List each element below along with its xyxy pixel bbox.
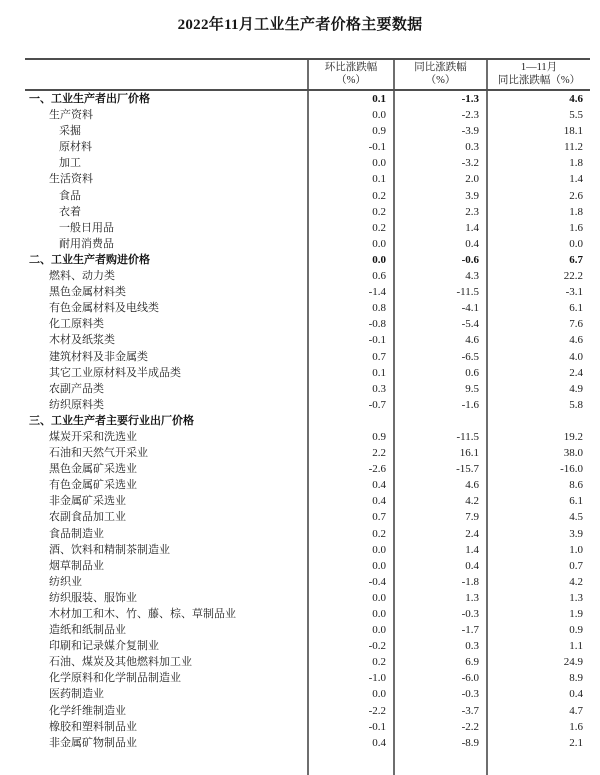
table-row [25,526,590,542]
row-label: 二、工业生产者购进价格 [29,253,150,266]
row-label: 化工原料类 [49,318,104,331]
row-label: 燃料、动力类 [49,270,115,283]
yoy-value: 0.6 [393,365,486,381]
header-cell-mom [307,60,393,89]
header-cell-empty [25,60,307,89]
table-row [25,268,590,284]
mom-value: 0.2 [307,204,393,220]
yoy-value: 0.3 [393,139,486,155]
row-label: 衣着 [59,205,81,218]
table-row [25,574,590,590]
mom-value: -0.4 [307,574,393,590]
header-cell-yoy [393,60,486,89]
yoy-value: 2.0 [393,171,486,187]
mom-value: 0.1 [307,171,393,187]
mom-value: 0.0 [307,606,393,622]
ytd-value: 6.7 [486,252,590,268]
header-mom-line1: 环比涨跌幅 [324,62,378,73]
table-row [25,236,590,252]
row-label: 石油和天然气开采业 [49,447,148,460]
row-label: 木材及纸浆类 [49,334,115,347]
ytd-value: 4.6 [486,332,590,348]
mom-value: 0.1 [307,91,393,107]
table-row [25,703,590,719]
table-row [25,397,590,413]
mom-value: 0.0 [307,542,393,558]
ytd-value: 4.9 [486,381,590,397]
mom-value: 0.4 [307,477,393,493]
ytd-value: 6.1 [486,300,590,316]
ytd-value: 24.9 [486,654,590,670]
table-row [25,429,590,445]
ytd-value: 19.2 [486,429,590,445]
ytd-value: 4.0 [486,349,590,365]
row-label: 非金属矿采选业 [49,495,126,508]
mom-value: 0.0 [307,686,393,702]
row-label: 生产资料 [49,109,93,122]
row-label: 烟草制品业 [49,559,104,572]
table-row [25,107,590,123]
table-row [25,686,590,702]
mom-value [307,751,393,775]
table-row [25,590,590,606]
table-row [25,493,590,509]
mom-value: 0.8 [307,300,393,316]
table-row [25,606,590,622]
table-row [25,622,590,638]
table-row [25,300,590,316]
mom-value: 0.7 [307,509,393,525]
mom-value: 0.0 [307,590,393,606]
mom-value [307,413,393,429]
table-row [25,477,590,493]
yoy-value: 1.4 [393,542,486,558]
yoy-value: 3.9 [393,188,486,204]
yoy-value: 16.1 [393,445,486,461]
row-label: 印刷和记录媒介复制业 [49,640,159,653]
yoy-value: -0.3 [393,686,486,702]
row-label: 纺织业 [49,575,82,588]
mom-value: -0.1 [307,139,393,155]
yoy-value: 4.2 [393,493,486,509]
ytd-value: 7.6 [486,316,590,332]
mom-value: 0.2 [307,220,393,236]
row-label: 其它工业原材料及半成品类 [49,366,181,379]
table-row [25,670,590,686]
row-label: 煤炭开采和洗选业 [49,430,137,443]
ytd-value: -3.1 [486,284,590,300]
header-yoy-line2: （%） [425,74,456,86]
yoy-value: -6.5 [393,349,486,365]
mom-value: -1.0 [307,670,393,686]
row-label: 建筑材料及非金属类 [49,350,148,363]
row-label: 纺织原料类 [49,398,104,411]
row-label: 黑色金属矿采选业 [49,463,137,476]
ytd-value: 8.6 [486,477,590,493]
yoy-value: -0.3 [393,606,486,622]
ytd-value: 3.9 [486,526,590,542]
header-cell-ytd [486,60,590,89]
yoy-value: -0.6 [393,252,486,268]
mom-value: -0.7 [307,397,393,413]
yoy-value: 4.6 [393,477,486,493]
table-body [25,91,590,775]
mom-value: -0.1 [307,719,393,735]
header-ytd-line2: 同比涨跌幅（%） [497,74,581,86]
ytd-value: 6.1 [486,493,590,509]
ytd-value: 1.6 [486,220,590,236]
yoy-value: 6.9 [393,654,486,670]
mom-value: 0.2 [307,188,393,204]
mom-value: -2.2 [307,703,393,719]
row-label: 黑色金属材料类 [49,286,126,299]
header-mom-line2: （%） [336,74,366,86]
table-row [25,220,590,236]
row-label: 加工 [59,157,81,170]
row-label: 采掘 [59,125,81,138]
mom-value: 0.4 [307,493,393,509]
ytd-value: 0.0 [486,236,590,252]
yoy-value: 0.4 [393,236,486,252]
ytd-value: 1.3 [486,590,590,606]
yoy-value: -3.7 [393,703,486,719]
ytd-value: 5.8 [486,397,590,413]
yoy-value: -11.5 [393,284,486,300]
ytd-value: 0.7 [486,558,590,574]
row-label: 农副产品类 [49,382,104,395]
yoy-value: 7.9 [393,509,486,525]
mom-value: 0.7 [307,349,393,365]
yoy-value: -3.9 [393,123,486,139]
yoy-value: 4.6 [393,332,486,348]
ytd-value: 2.6 [486,188,590,204]
row-label: 石油、煤炭及其他燃料加工业 [49,656,192,669]
ytd-value: 11.2 [486,139,590,155]
row-label: 一、工业生产者出厂价格 [29,93,150,105]
mom-value: 0.1 [307,365,393,381]
mom-value: 0.0 [307,155,393,171]
row-label: 食品 [59,189,81,202]
row-label: 有色金属矿采选业 [49,479,137,492]
table-row [25,123,590,139]
row-label [25,751,307,775]
row-label: 造纸和纸制品业 [49,624,126,637]
mom-value: 0.0 [307,107,393,123]
yoy-value: -5.4 [393,316,486,332]
row-label: 食品制造业 [49,527,104,540]
yoy-value: -8.9 [393,735,486,751]
header-ytd-line1: 1—11月 [520,62,558,73]
yoy-value: -1.7 [393,622,486,638]
table-row [25,542,590,558]
yoy-value: -3.2 [393,155,486,171]
ytd-value: 4.6 [486,91,590,107]
ytd-value: 4.7 [486,703,590,719]
yoy-value: -2.2 [393,719,486,735]
ytd-value: 4.5 [486,509,590,525]
ytd-value: 8.9 [486,670,590,686]
ytd-value: 22.2 [486,268,590,284]
table-row [25,719,590,735]
ytd-value: 5.5 [486,107,590,123]
row-label: 医药制造业 [49,688,104,701]
yoy-value: -6.0 [393,670,486,686]
yoy-value: 2.4 [393,526,486,542]
mom-value: 0.0 [307,558,393,574]
table-row [25,252,590,268]
ytd-value: 1.1 [486,638,590,654]
ytd-value: -16.0 [486,461,590,477]
row-label: 纺织服装、服饰业 [49,591,137,604]
mom-value: 0.2 [307,654,393,670]
table-row [25,204,590,220]
row-label: 木材加工和木、竹、藤、棕、草制品业 [49,608,236,620]
table-row [25,751,590,775]
page-title: 2022年11月工业生产者价格主要数据 [177,17,423,33]
ytd-value: 1.4 [486,171,590,187]
mom-value: -1.4 [307,284,393,300]
mom-value: 0.3 [307,381,393,397]
table-row [25,735,590,751]
mom-value: -0.2 [307,638,393,654]
ytd-value: 2.4 [486,365,590,381]
row-label: 化学纤维制造业 [49,704,126,717]
table-row [25,365,590,381]
mom-value: 0.9 [307,123,393,139]
row-label: 有色金属材料及电线类 [49,302,159,315]
mom-value: 0.4 [307,735,393,751]
table-header-row [25,58,590,91]
row-label: 橡胶和塑料制品业 [49,720,137,733]
table-row [25,381,590,397]
ytd-value [486,413,590,429]
mom-value: 0.9 [307,429,393,445]
yoy-value: 9.5 [393,381,486,397]
table-row [25,509,590,525]
row-label: 农副食品加工业 [49,511,126,524]
ytd-value: 1.8 [486,204,590,220]
ytd-value: 2.1 [486,735,590,751]
mom-value: 0.0 [307,252,393,268]
yoy-value: 2.3 [393,204,486,220]
ytd-value: 38.0 [486,445,590,461]
row-label: 三、工业生产者主要行业出厂价格 [29,414,194,427]
table-row [25,558,590,574]
mom-value: -0.1 [307,332,393,348]
table-row [25,349,590,365]
row-label: 耐用消费品 [59,237,114,250]
yoy-value: -4.1 [393,300,486,316]
header-yoy-line1: 同比涨跌幅 [414,62,467,73]
row-label: 非金属矿物制品业 [49,736,137,749]
table-row [25,332,590,348]
yoy-value: 4.3 [393,268,486,284]
yoy-value [393,413,486,429]
yoy-value: -1.8 [393,574,486,590]
producer-price-table [25,58,590,775]
table-row [25,155,590,171]
ytd-value: 18.1 [486,123,590,139]
mom-value: 0.0 [307,236,393,252]
table-row [25,284,590,300]
yoy-value: -11.5 [393,429,486,445]
ytd-value [486,751,590,775]
table-row [25,139,590,155]
yoy-value: 0.3 [393,638,486,654]
mom-value: -0.8 [307,316,393,332]
mom-value: 2.2 [307,445,393,461]
table-row [25,461,590,477]
row-label: 一般日用品 [59,221,114,234]
ytd-value: 1.6 [486,719,590,735]
yoy-value: -1.6 [393,397,486,413]
row-label: 化学原料和化学制品制造业 [49,672,181,685]
mom-value: 0.0 [307,622,393,638]
mom-value: 0.6 [307,268,393,284]
yoy-value: 1.3 [393,590,486,606]
yoy-value: -1.3 [393,91,486,107]
table-row [25,188,590,204]
ytd-value: 1.9 [486,606,590,622]
row-label: 原材料 [59,141,92,154]
ytd-value: 4.2 [486,574,590,590]
table-row [25,91,590,107]
table-row [25,638,590,654]
ytd-value: 0.4 [486,686,590,702]
ytd-value: 0.9 [486,622,590,638]
yoy-value: 1.4 [393,220,486,236]
yoy-value: -2.3 [393,107,486,123]
yoy-value [393,751,486,775]
row-label: 生活资料 [49,173,93,186]
table-row [25,654,590,670]
mom-value: -2.6 [307,461,393,477]
yoy-value: -15.7 [393,461,486,477]
mom-value: 0.2 [307,526,393,542]
ytd-value: 1.8 [486,155,590,171]
ytd-value: 1.0 [486,542,590,558]
table-row [25,316,590,332]
table-row [25,171,590,187]
table-row [25,413,590,429]
yoy-value: 0.4 [393,558,486,574]
table-row [25,445,590,461]
row-label: 酒、饮料和精制茶制造业 [49,543,170,556]
